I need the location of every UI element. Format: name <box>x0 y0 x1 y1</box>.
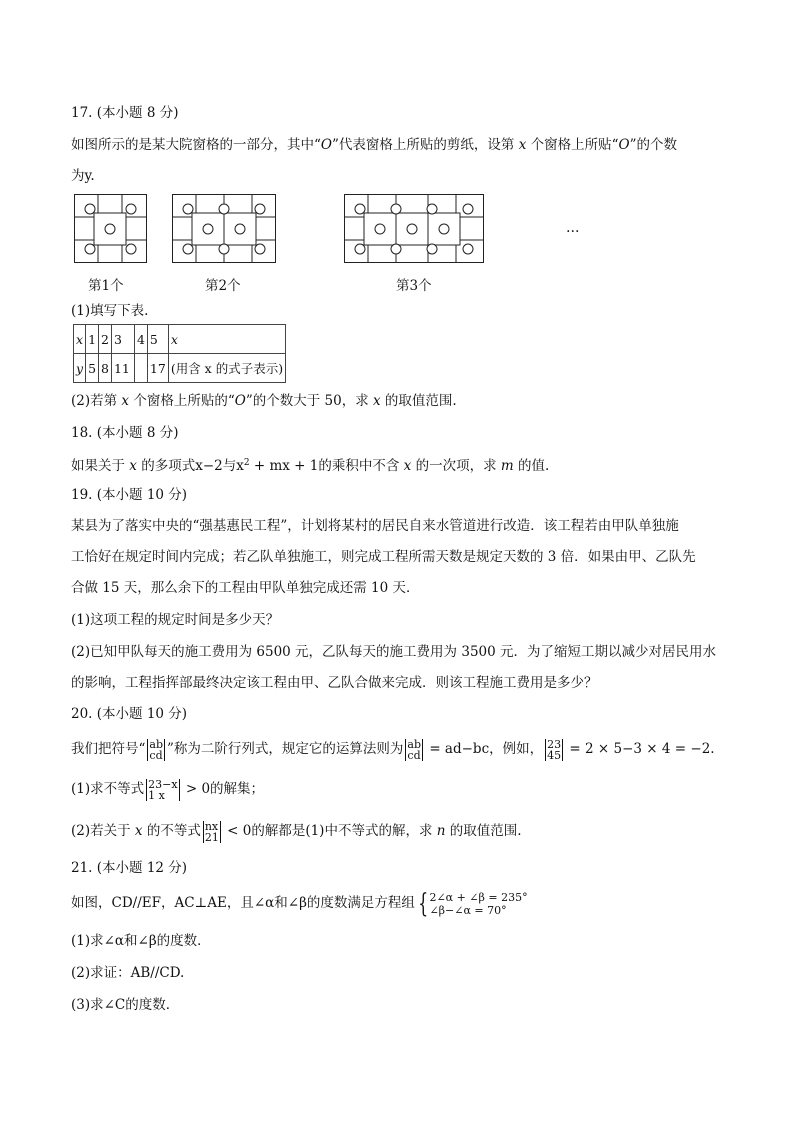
det-row: 21 <box>204 830 219 844</box>
q21-part3: (3)求∠C的度数． <box>71 997 180 1013</box>
table-cell: 8 <box>99 354 112 383</box>
q19-header: 19. (本小题 10 分) <box>71 487 188 503</box>
table-cell: 1 <box>86 325 99 354</box>
q18-text-b: 的多项式x−2与x <box>136 458 244 474</box>
brace-symbol: { <box>418 888 429 919</box>
table-cell: 17 <box>147 354 168 383</box>
table-row-y <box>74 354 286 383</box>
o-symbol: O <box>618 137 630 153</box>
q19-part2-line2: 的影响，工程指挥部最终决定该工程由甲、乙队合做来完成．则该工程施工费用是多少？ <box>71 675 598 691</box>
q18-text-a: 如果关于 <box>71 458 130 474</box>
q17-part2-a: (2)若第 <box>71 393 122 409</box>
figure-caption-2: 第2个 <box>205 278 241 294</box>
q21-part1: (1)求∠α和∠β的度数． <box>71 933 211 949</box>
q19-line1: 某县为了落实中央的“强基惠民工程”，计划将某村的居民自来水管道进行改造．该工程若由甲队单独施 <box>71 518 679 534</box>
determinant-abcd <box>405 739 423 761</box>
q21-stem-text: 如图，CD//EF，AC⊥AE，且∠α和∠β的度数满足方程组 <box>71 895 415 911</box>
q19-line3: 合做 15 天，那么余下的工程由甲队单独完成还需 10 天． <box>71 580 420 596</box>
det-row: nx <box>204 819 219 833</box>
det-row: ab <box>149 737 164 751</box>
window-figure-2 <box>172 194 278 264</box>
determinant-abcd <box>147 739 165 761</box>
det-row: 1 x <box>148 788 165 802</box>
q20-part2-c: < 0的解都是(1)中不等式的解，求 <box>222 823 437 839</box>
q18-exponent: 2 <box>243 458 250 468</box>
table-cell: 11 <box>111 354 134 383</box>
q20-header: 20. (本小题 10 分) <box>71 706 188 722</box>
var-x: x <box>129 458 137 474</box>
q19-part1: (1)这项工程的规定时间是多少天？ <box>71 612 280 628</box>
q20-part2 <box>71 818 522 844</box>
var-x: x <box>121 393 130 409</box>
table-cell: 3 <box>111 325 134 354</box>
q18-text-e: 的值. <box>513 458 550 474</box>
table-row-x <box>74 325 286 354</box>
q17-stem-line1 <box>71 136 677 154</box>
q20-intro-d: = 2 × 5−3 × 4 = −2. <box>565 741 715 757</box>
equation-2: ∠β−∠α = 70° <box>429 903 507 917</box>
equation-system <box>429 891 527 917</box>
var-x: x <box>403 458 412 474</box>
var-n: n <box>436 823 446 839</box>
var-m: m <box>500 458 514 474</box>
figure-caption-3: 第3个 <box>396 278 432 294</box>
q18-text-d: 的一次项，求 <box>411 458 501 474</box>
det-row: 45 <box>547 748 562 762</box>
figure-ellipsis: … <box>566 220 580 236</box>
q19-part2-line1: (2)已知甲队每天的施工费用为 6500 元，乙队每天的施工费用为 3500 元．为了缩短工期以减少对居民用水 <box>71 644 716 660</box>
q20-intro-c: = ad−bc，例如， <box>425 741 544 757</box>
q18-stem <box>71 454 549 475</box>
q21-header: 21. (本小题 12 分) <box>71 860 188 876</box>
table-cell: 2 <box>99 325 112 354</box>
q20-intro-a: 我们把符号“ <box>71 741 146 757</box>
q17-header: 17. (本小题 8 分) <box>71 105 179 121</box>
window-figure-1 <box>74 194 150 264</box>
q17-table <box>73 324 286 383</box>
var-x: x <box>373 393 381 409</box>
det-row: cd <box>149 748 163 762</box>
q17-stem-b: ”代表窗格上所贴的剪纸，设第 <box>331 137 519 153</box>
q20-part1 <box>71 776 264 802</box>
q18-text-c: + mx + 1的乘积中不含 <box>249 458 404 474</box>
q20-part2-b: 的不等式 <box>142 823 201 839</box>
o-symbol: O <box>320 137 332 153</box>
det-row: ab <box>407 737 422 751</box>
table-cell: (用含 x 的式子表示) <box>168 354 285 383</box>
q17-stem-c: 个窗格上所贴“ <box>526 137 619 153</box>
figure-caption-1: 第1个 <box>88 278 124 294</box>
determinant-inequality <box>146 779 179 801</box>
q19-line2: 工恰好在规定时间内完成；若乙队单独施工，则完成工程所需天数是规定天数的 3 倍．如果由甲、乙队先 <box>71 549 696 565</box>
q20-intro-b: ”称为二阶行列式，规定它的运算法则为 <box>167 741 404 757</box>
table-cell: 4 <box>134 325 147 354</box>
table-cell: x <box>74 325 86 354</box>
determinant-example <box>545 739 563 761</box>
table-cell: y <box>74 354 86 383</box>
q20-intro <box>71 736 715 762</box>
det-row: 23 <box>547 737 562 751</box>
q17-part2-d: 的取值范围. <box>380 393 457 409</box>
q20-part1-b: > 0的解集； <box>181 781 265 797</box>
q20-part2-d: 的取值范围. <box>445 823 522 839</box>
q17-stem-line2: 为y. <box>71 168 95 184</box>
equation-1: 2∠α + ∠β = 235° <box>429 890 528 904</box>
q18-header: 18. (本小题 8 分) <box>71 425 179 441</box>
q17-part1: (1)填写下表. <box>71 303 149 319</box>
det-row: 23−x <box>148 777 178 791</box>
var-x: x <box>134 823 143 839</box>
det-row: cd <box>407 748 421 762</box>
q21-part2: (2)求证：AB//CD. <box>71 965 185 981</box>
o-symbol: O <box>234 393 246 409</box>
var-x: x <box>518 137 527 153</box>
q17-part2 <box>71 392 457 410</box>
q21-stem <box>71 889 528 917</box>
table-cell: 5 <box>147 325 168 354</box>
q20-part2-a: (2)若关于 <box>71 823 135 839</box>
q20-part1-a: (1)求不等式 <box>71 781 145 797</box>
determinant-nx <box>203 821 221 843</box>
window-figure-3 <box>344 194 486 264</box>
table-cell: x <box>168 325 285 354</box>
q17-stem-a: 如图所示的是某大院窗格的一部分，其中“ <box>71 137 321 153</box>
q17-part2-b: 个窗格上所贴的“ <box>129 393 235 409</box>
q17-part2-c: ”的个数大于 50，求 <box>245 393 373 409</box>
table-cell: 5 <box>86 354 99 383</box>
q17-stem-d: ”的个数 <box>629 137 677 153</box>
table-cell-blank <box>134 354 147 383</box>
